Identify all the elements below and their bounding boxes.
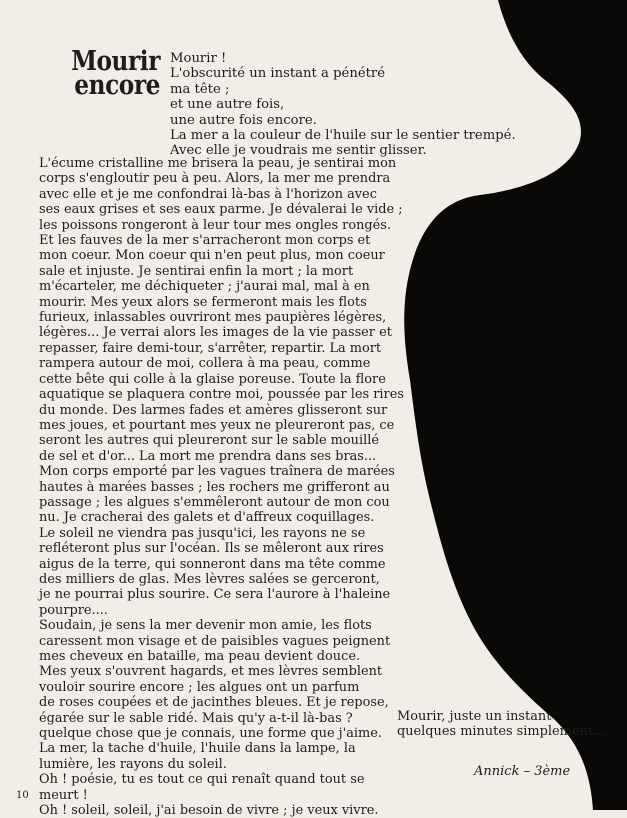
intro-line: une autre fois encore. [170,112,317,128]
body-line: aigus de la terre, qui sonneront dans ma tête comme [39,556,386,572]
intro-line: Avec elle je voudrais me sentir glisser. [170,143,427,159]
body-line: ses eaux grises et ses eaux parme. Je dévalerai le vide ; [39,202,403,218]
body-line: quelque chose que je connais, une forme que j'aime. [39,726,382,742]
body-line: légères... Je verrai alors les images de la vie passer et [39,325,392,341]
author-signature: Annick – 3ème [474,764,571,779]
body-line: Et les fauves de la mer s'arracheront mon corps et [39,233,371,249]
body-line: caressent mon visage et de paisibles vagues peignent [39,633,391,649]
body-line: pourpre.... [39,602,108,618]
body-line: lumière, les rayons du soleil. [39,756,227,772]
body-line: mourir. Mes yeux alors se fermeront mais les flots [39,294,367,310]
intro-line: Mourir ! [170,51,227,66]
body-line: Le soleil ne viendra pas jusqu'ici, les rayons ne se [39,525,366,541]
intro-line: ma tête ; [170,81,230,97]
body-line: La mer, la tache d'huile, l'huile dans la lampe, la [39,741,356,757]
body-line: mon coeur. Mon coeur qui n'en peut plus, mon coeur [39,248,385,264]
body-line: mes joues, et pourtant mes yeux ne pleureront pas, ce [39,417,395,433]
closing-line: quelques minutes simplement..... [397,724,614,740]
closing-lines [397,709,613,740]
body-line: vouloir sourire encore ; les algues ont un parfum [39,679,360,695]
body-line: je ne pourrai plus sourire. Ce sera l'aurore à l'haleine [39,587,391,603]
poem-title [65,46,160,101]
closing-line: Mourir, juste un instant [397,709,552,724]
body-line: refléteront plus sur l'océan. Ils se mêleront aux rires [39,541,384,557]
body-line: les poissons rongeront à leur tour mes ongles rongés. [39,217,391,233]
body-line: seront les autres qui pleureront sur le sable mouillé [39,433,379,449]
body-line: mes cheveux en bataille, ma peau devient douce. [39,649,361,664]
body-line: hautes à marées basses ; les rochers me grifferont au [39,479,390,495]
body-line: cette bête qui colle à la glaise poreuse. Toute la flore [39,371,386,387]
body-line: de sel et d'or... La mort me prendra dans ses bras... [39,448,377,464]
title-line-1: Mourir [71,46,160,77]
body-line: passage ; les algues s'emmêleront autour de mon cou [39,494,390,510]
body-line: Oh ! poésie, tu es tout ce qui renaît quand tout se [39,772,365,788]
body-line: des milliers de glas. Mes lèvres salées se gerceront, [39,571,380,587]
body-line: nu. Je cracherai des galets et d'affreux coquillages. [39,510,375,526]
intro-line: et une autre fois, [170,97,285,113]
body-line: aquatique se plaquera contre moi, poussée par les rires [39,387,404,403]
poem-body [39,156,404,818]
body-line: du monde. Des larmes fades et amères glisseront sur [39,402,388,418]
title-line-2: encore [74,70,160,101]
intro-line: L'obscurité un instant a pénétré [170,66,386,82]
body-line: Soudain, je sens la mer devenir mon amie, les flots [39,618,372,634]
intro-line: La mer a la couleur de l'huile sur le sentier trempé. [170,128,516,144]
body-line: avec elle et je me confondrai là-bas à l'horizon avec [39,186,377,202]
body-line: furieux, inlassables ouvriront mes paupières légères, [39,310,387,326]
body-line: rampera autour de moi, collera à ma peau, comme [39,356,371,372]
body-line: égarée sur le sable ridé. Mais qu'y a-t-il là-bas ? [39,710,353,726]
body-line: repasser, faire demi-tour, s'arrêter, repartir. La mort [39,340,382,356]
intro-stanza [170,51,516,159]
body-line: corps s'engloutir peu à peu. Alors, la mer me prendra [39,171,391,187]
body-line: m'écarteler, me déchiqueter ; j'aurai mal, mal à en [39,279,370,295]
body-line: meurt ! [39,787,88,803]
body-line: Oh ! soleil, soleil, j'ai besoin de vivre ; je veux vivre. [39,803,379,818]
page-number: 10 [16,790,29,801]
body-line: L'écume cristalline me brisera la peau, je sentirai mon [39,156,397,171]
body-line: de roses coupées et de jacinthes bleues. Et je repose, [39,695,389,711]
body-line: Mon corps emporté par les vagues traînera de marées [39,464,395,480]
body-line: Mes yeux s'ouvrent hagards, et mes lèvres semblent [39,664,383,680]
body-line: sale et injuste. Je sentirai enfin la mort ; la mort [39,263,354,279]
